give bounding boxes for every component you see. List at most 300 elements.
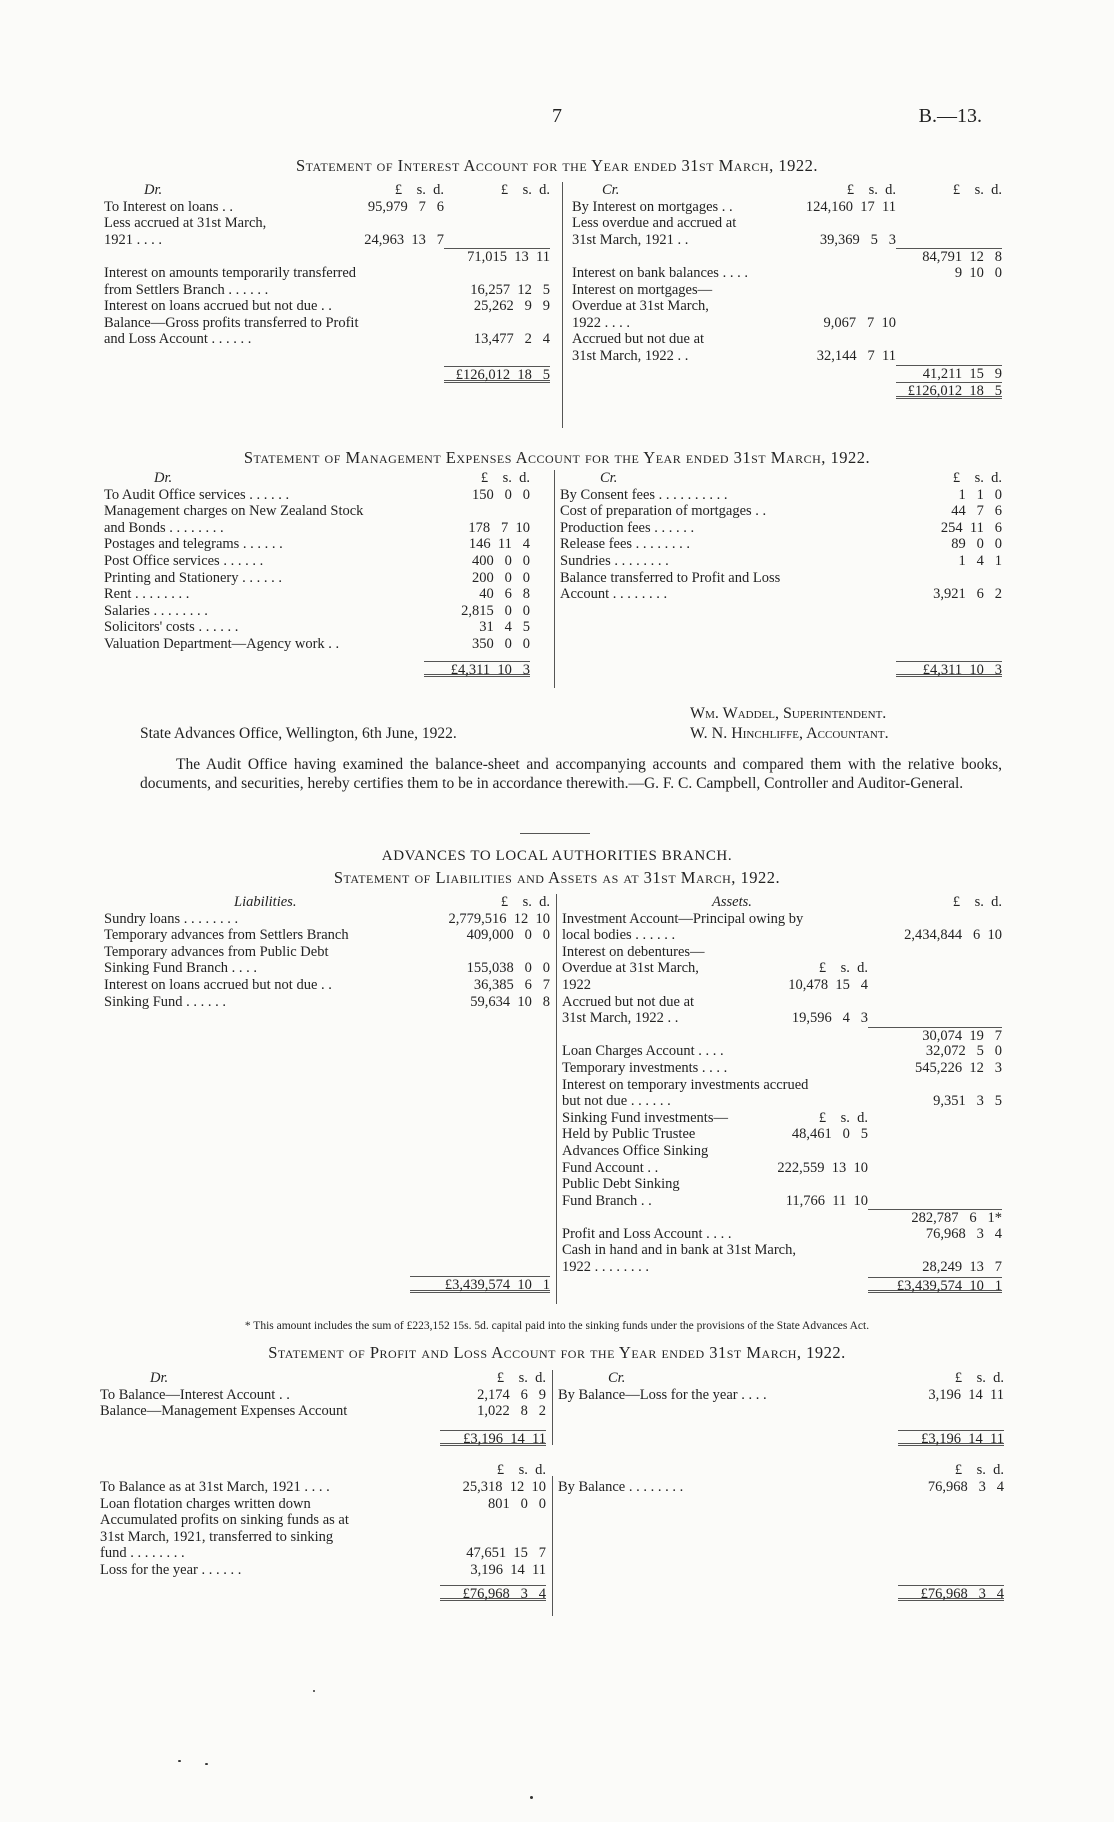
column-header: £ s. d. [846,182,896,198]
row-amount: 59,634 10 8 [470,993,550,1010]
management-debit-side [104,470,530,677]
row-label: Public Debt Sinking [562,1176,680,1193]
row-amount: 400 0 0 [472,552,530,569]
print-speck [205,1763,208,1765]
row-label: Accrued but not due at [562,993,695,1010]
row-label: Overdue at 31st March, [572,298,709,315]
row-amount-inner: 19,596 4 3 [791,1010,868,1027]
row-amount: 1 1 0 [958,486,1002,503]
row-label: Investment Account—Principal owing by [562,910,804,927]
credit-label: Cr. [600,470,618,486]
table-row [100,1545,546,1562]
row-amount [453,265,550,282]
row-amount [896,298,1002,315]
debit-label: Dr. [154,470,173,486]
table-row [104,977,550,994]
row-amount [440,1512,546,1529]
row-amount: 25,318 12 10 [462,1478,546,1495]
table-row [100,1512,546,1529]
row-amount-inner: £ s. d. [818,1109,868,1126]
row-label: Sinking Fund . . . . . . [104,993,227,1010]
profit-loss-credit-side [558,1370,1004,1601]
row-amount-inner [756,994,868,1011]
row-amount-inner: 24,963 13 7 [364,231,444,248]
row-label: Sundry loans . . . . . . . . [104,910,239,927]
row-amount [868,977,1002,994]
row-amount: 32,072 5 0 [925,1043,1002,1060]
row-label: Loan flotation charges written down [100,1495,311,1512]
row-amount-inner: 10,478 15 4 [788,976,868,993]
row-amount [868,1176,1002,1193]
debit-total: £126,012 18 5 [444,366,550,383]
audit-certificate: The Audit Office having examined the balance-sheet and accompanying accounts and compared them with the relative books, documents, and securities, hereby certifies them to be in accordance therewith.—G. F. C. Campbell, Controller and Auditor-General. [140,756,1002,792]
row-amount-inner [756,1259,868,1276]
row-amount: 36,385 6 7 [473,976,550,993]
row-label: Salaries . . . . . . . . [104,602,208,619]
table-row [104,603,530,620]
column-header: £ s. d. [952,182,1002,198]
credit-label: Cr. [602,182,620,198]
table-row [104,315,550,332]
row-amount [896,215,1002,232]
assets-total: £3,439,574 10 1 [868,1277,1002,1294]
row-amount: 76,968 3 4 [925,1225,1002,1242]
row-amount: 47,651 15 7 [466,1545,546,1562]
table-row [562,944,1002,961]
column-divider [552,1370,553,1445]
document-reference: B.—13. [918,105,982,127]
row-label: local bodies . . . . . . [562,927,676,944]
row-label: Less accrued at 31st March, [104,215,267,232]
table-row [562,1160,1002,1177]
row-amount: 146 11 4 [468,536,530,553]
table-row [572,265,1002,282]
row-label: Interest on mortgages— [572,281,713,298]
table-row [562,1176,1002,1193]
row-label: Overdue at 31st March, [562,960,699,977]
row-label: Cost of preparation of mortgages . . [560,503,767,520]
row-amount-inner: 48,461 0 5 [791,1126,868,1143]
table-row [100,1387,546,1404]
row-amount [440,1529,546,1546]
table-row [100,1529,546,1546]
row-amount [868,1126,1002,1143]
table-row [562,927,1002,944]
table-row [562,1027,1002,1044]
table-row [104,636,530,653]
column-header: £ s. d. [954,1370,1004,1386]
profit-loss-title: Statement of Profit and Loss Account for the Year ended 31st March, 1922. [268,1343,846,1362]
row-label: 1921 . . . . [104,231,162,248]
row-label [572,248,790,265]
row-label: Printing and Stationery . . . . . . [104,569,283,586]
table-row [558,1479,1004,1496]
row-amount [444,215,550,232]
row-label: By Balance . . . . . . . . [558,1478,684,1495]
table-row [104,570,530,587]
row-label: Advances Office Sinking [562,1142,709,1159]
row-label: Balance—Management Expenses Account [100,1403,348,1420]
column-divider [554,470,555,688]
row-amount-inner [808,1077,896,1094]
table-row [572,232,1002,249]
row-amount-inner: 9,067 7 10 [823,314,896,331]
column-header: £ s. d. [954,1462,1004,1479]
row-amount-inner: 32,144 7 11 [816,347,896,364]
row-amount: 801 0 0 [488,1495,546,1512]
table-row [572,315,1002,332]
row-label: fund . . . . . . . . [100,1545,185,1562]
debit-total: £76,968 3 4 [440,1585,546,1602]
row-amount: 409,000 0 0 [466,927,550,944]
row-amount-inner [756,1043,868,1060]
row-amount-inner [756,944,868,961]
row-label: To Balance—Interest Account . . [100,1386,290,1403]
row-label: Interest on loans accrued but not due . . [104,976,332,993]
row-label: Valuation Department—Agency work . . [104,635,340,652]
table-row [104,487,530,504]
table-row [104,248,550,265]
column-header: £ s. d. [500,182,550,198]
row-amount [868,1143,1002,1160]
row-amount [868,944,1002,961]
row-label: Cash in hand and in bank at 31st March, [562,1242,796,1259]
row-amount [894,911,1002,928]
row-amount-inner [790,265,896,282]
row-amount-inner [756,1143,868,1160]
row-amount-inner [756,1027,868,1044]
row-amount [454,315,550,332]
column-header: £ s. d. [496,1370,546,1386]
table-row [562,1093,1002,1110]
row-amount-inner [359,315,455,332]
row-amount-inner [790,282,896,299]
row-amount: 155,038 0 0 [466,960,550,977]
table-row [560,503,1002,520]
row-label: To Balance as at 31st March, 1921 . . . . [100,1478,330,1495]
row-amount: 76,968 3 4 [927,1478,1004,1495]
row-amount: 25,262 9 9 [473,298,550,315]
row-amount: 9,351 3 5 [933,1093,1002,1110]
row-amount-inner [790,248,896,265]
row-amount-inner [338,331,444,348]
table-row [100,1403,546,1420]
row-amount [868,1160,1002,1177]
row-label: Balance transferred to Profit and Loss [560,569,781,586]
row-label: To Audit Office services . . . . . . [104,486,290,503]
column-divider [556,894,557,1304]
row-amount: 1,022 8 2 [477,1403,546,1420]
liabilities-total: £3,439,574 10 1 [410,1276,550,1293]
row-label [562,1027,756,1044]
row-label: Management charges on New Zealand Stock [104,503,364,520]
row-amount: 2,434,844 6 10 [904,927,1002,944]
row-label: By Consent fees . . . . . . . . . . [560,486,728,503]
row-amount-inner [790,215,896,232]
table-row [562,911,1002,928]
table-row [562,1209,1002,1226]
table-row [562,1226,1002,1243]
liabilities-label: Liabilities. [234,894,297,910]
interest-statement-title: Statement of Interest Account for the Year ended 31st March, 1922. [295,156,819,175]
row-amount [444,232,550,249]
table-row [104,503,530,520]
row-amount [868,994,1002,1011]
row-label [562,1209,756,1226]
management-statement-title: Statement of Management Expenses Account for the Year ended 31st March, 1922. [243,448,871,467]
row-label: Sundries . . . . . . . . [560,552,669,569]
print-speck [530,1796,533,1799]
row-amount-inner [756,1209,868,1226]
credit-total: £3,196 14 11 [898,1430,1004,1447]
row-label: Temporary advances from Settlers Branch [104,927,349,944]
column-header: £ s. d. [952,470,1002,486]
table-row [562,1077,1002,1094]
row-amount: 545,226 12 3 [915,1059,1002,1076]
row-label: from Settlers Branch . . . . . . [104,281,269,298]
row-label: Held by Public Trustee [562,1126,696,1143]
table-row [104,536,530,553]
table-row [562,1010,1002,1027]
row-amount: 2,779,516 12 10 [448,910,550,927]
table-row [104,619,530,636]
row-amount-inner [756,1093,868,1110]
column-header: £ s. d. [496,1462,546,1479]
row-label: 31st March, 1922 . . [562,1010,679,1027]
table-row [560,487,1002,504]
table-row [562,1143,1002,1160]
assets-side [562,894,1002,1293]
table-row [104,911,550,928]
row-amount: 3,196 14 11 [470,1561,546,1578]
footnote: * This amount includes the sum of £223,152 15s. 5d. capital paid into the sinking funds under the provisions of the State Advances Act. [244,1320,870,1332]
row-amount-inner [756,1060,868,1077]
row-amount: 178 7 10 [468,519,530,536]
row-label: Temporary advances from Public Debt [104,943,329,960]
row-label: Accumulated profits on sinking funds as at [100,1512,349,1529]
column-divider [552,1476,553,1616]
debit-label: Dr. [144,182,163,198]
debit-total: £4,311 10 3 [424,661,530,678]
row-amount-inner: £ s. d. [818,960,868,977]
row-label: Fund Account . . [562,1159,659,1176]
row-label: By Balance—Loss for the year . . . . [558,1386,767,1403]
row-amount-inner [790,298,896,315]
column-divider [562,182,563,428]
row-label: 1922 . . . . [572,314,630,331]
table-row [560,570,1002,587]
row-label: 1922 . . . . . . . . [562,1259,649,1276]
section-heading: ADVANCES TO LOCAL AUTHORITIES BRANCH. [381,848,733,864]
table-row [104,298,550,315]
row-amount [896,348,1002,365]
column-header: £ s. d. [480,470,530,486]
row-amount-inner [796,1242,890,1259]
row-label: Interest on debentures— [562,943,705,960]
row-label: Interest on temporary investments accrued [562,1076,809,1093]
row-amount: 16,257 12 5 [470,281,550,298]
table-row [572,298,1002,315]
row-amount [444,199,550,216]
row-amount: 41,211 15 9 [896,365,1002,382]
row-amount: 2,815 0 0 [461,602,530,619]
table-row [562,1193,1002,1210]
table-row [104,994,550,1011]
section-divider [520,833,590,834]
row-label: Temporary investments . . . . [562,1059,728,1076]
interest-credit-side [572,182,1002,399]
row-amount-inner [756,1176,868,1193]
table-row [104,199,550,216]
row-amount-inner [338,248,444,265]
row-label: Interest on loans accrued but not due . . [104,298,332,315]
row-amount: 30,074 19 7 [868,1027,1002,1044]
table-row [572,331,1002,348]
table-row [100,1562,546,1579]
management-credit-side [560,470,1002,677]
row-amount: 254 11 6 [940,519,1002,536]
row-label: Loan Charges Account . . . . [562,1043,724,1060]
table-row [562,977,1002,994]
table-row [562,1259,1002,1276]
table-row [104,232,550,249]
row-amount-inner [790,331,896,348]
row-label: Post Office services . . . . . . [104,552,264,569]
row-amount: 13,477 2 4 [473,331,550,348]
row-label: Production fees . . . . . . [560,519,695,536]
row-amount-inner: 95,979 7 6 [367,198,444,215]
assets-label: Assets. [712,894,752,910]
row-amount [896,282,1002,299]
credit-total: £4,311 10 3 [896,661,1002,678]
row-amount: 28,249 13 7 [922,1259,1002,1276]
table-row [562,1060,1002,1077]
row-label: Postages and telegrams . . . . . . [104,536,283,553]
row-label: Profit and Loss Account . . . . [562,1225,732,1242]
row-amount-inner [756,927,868,944]
credit-total: £76,968 3 4 [898,1585,1004,1602]
row-amount-inner: 222,559 13 10 [777,1159,868,1176]
row-amount: 84,791 12 8 [896,248,1002,265]
row-amount-inner: 39,369 5 3 [819,231,896,248]
row-amount [896,331,1002,348]
column-header: £ s. d. [394,182,444,198]
row-label: Solicitors' costs . . . . . . [104,619,239,636]
row-amount-inner [790,365,896,382]
table-row [562,1126,1002,1143]
table-row [558,1387,1004,1404]
row-amount: 44 7 6 [951,503,1002,520]
row-amount-inner [756,1226,868,1243]
print-speck [313,1690,315,1692]
place-and-date: State Advances Office, Wellington, 6th June, 1922. [140,725,457,742]
row-label: Rent . . . . . . . . [104,586,190,603]
row-amount-inner: 11,766 11 10 [785,1192,868,1209]
table-row [572,199,1002,216]
row-amount [897,1077,1002,1094]
row-label: Accrued but not due at [572,331,705,348]
table-row [104,265,550,282]
table-row [560,553,1002,570]
row-label: Sinking Fund investments— [562,1109,728,1126]
row-amount [890,1242,1002,1259]
row-amount: 282,787 6 1* [868,1209,1002,1226]
row-label: Sinking Fund Branch . . . . [104,960,258,977]
row-amount [868,960,1002,977]
table-row [100,1496,546,1513]
liabilities-side [104,894,550,1293]
print-speck [178,1760,181,1762]
row-amount: 350 0 0 [472,635,530,652]
row-amount-inner [338,215,444,232]
table-row [104,331,550,348]
row-amount: 40 6 8 [479,586,530,603]
superintendent-signature: Wm. Waddel, Superintendent. [690,705,887,722]
row-label: Balance—Gross profits transferred to Profit [104,314,359,331]
row-amount: 71,015 13 11 [444,248,550,265]
row-label: and Loss Account . . . . . . [104,331,252,348]
table-row [562,960,1002,977]
row-amount: 1 4 1 [958,552,1002,569]
liabilities-assets-title: Statement of Liabilities and Assets as at 31st March, 1922. [333,868,781,887]
row-amount [896,315,1002,332]
accountant-signature: W. N. Hinchliffe, Accountant. [690,725,889,742]
table-row [104,586,530,603]
row-label: Account . . . . . . . . [560,586,668,603]
interest-debit-side [104,182,550,383]
row-amount [896,570,1002,587]
table-row [562,1110,1002,1127]
table-row [560,536,1002,553]
table-row [572,248,1002,265]
debit-total: £3,196 14 11 [440,1430,546,1447]
row-amount [410,944,550,961]
row-label: Less overdue and accrued at [572,215,737,232]
table-row [104,215,550,232]
table-row [572,365,1002,382]
table-row [100,1479,546,1496]
table-row [572,282,1002,299]
row-amount: 2,174 6 9 [477,1386,546,1403]
row-amount [896,199,1002,216]
debit-label: Dr. [150,1370,169,1386]
table-row [104,927,550,944]
row-label: By Interest on mortgages . . [572,198,733,215]
table-row [560,520,1002,537]
table-row [104,960,550,977]
row-label: Interest on amounts temporarily transferred [104,264,357,281]
row-label: 31st March, 1922 . . [572,347,689,364]
page-number: 7 [552,105,562,127]
table-row [104,282,550,299]
row-amount [868,1010,1002,1027]
row-amount: 3,196 14 11 [928,1386,1004,1403]
row-label: To Interest on loans . . [104,198,234,215]
row-amount: 150 0 0 [472,486,530,503]
credit-total: £126,012 18 5 [896,382,1002,399]
row-amount-inner [356,265,453,282]
credit-label: Cr. [608,1370,626,1386]
row-amount-inner: 124,160 17 11 [805,198,896,215]
row-amount: 3,921 6 2 [933,586,1002,603]
row-label [572,365,790,382]
row-amount [868,1193,1002,1210]
table-row [562,1043,1002,1060]
row-label: Fund Branch . . [562,1192,652,1209]
row-amount: 9 10 0 [954,264,1002,281]
row-label [104,248,338,265]
table-row [104,553,530,570]
